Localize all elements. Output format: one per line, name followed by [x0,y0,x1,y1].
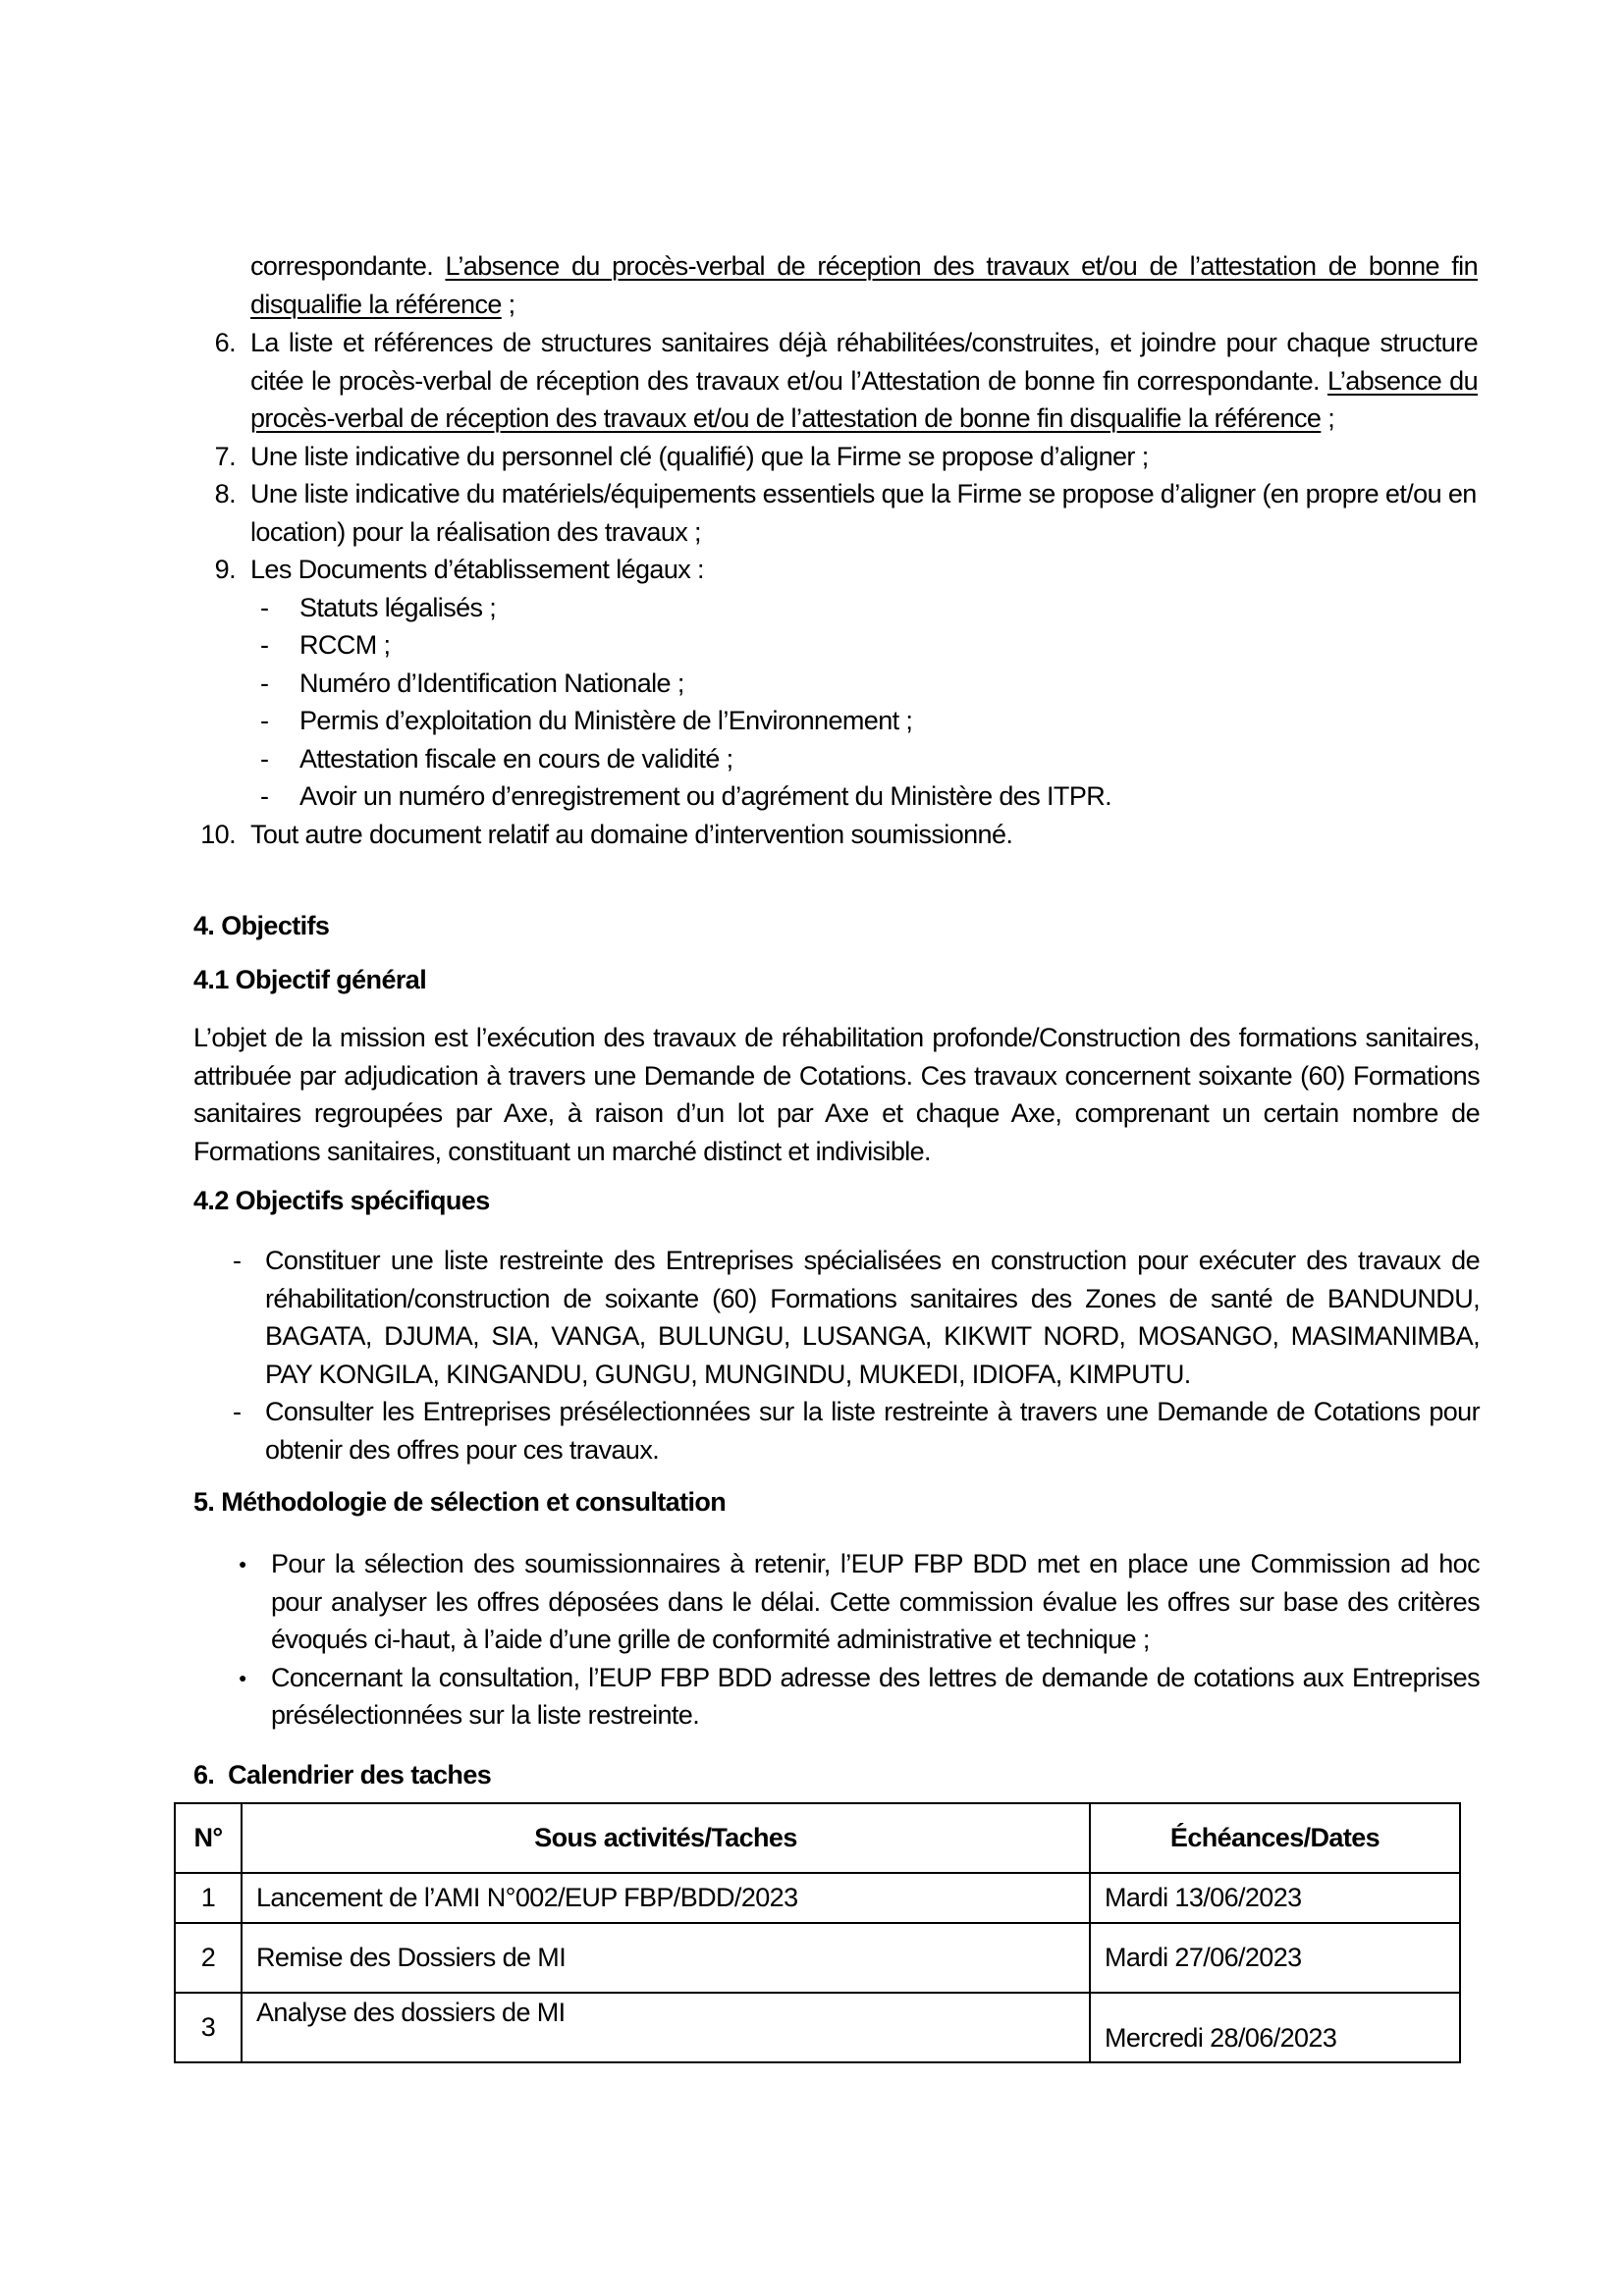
table-row: 2 Remise des Dossiers de MI Mardi 27/06/2023 [175,1923,1460,1993]
list-item-10: 10. Tout autre document relatif au domaine d’intervention soumissionné. [200,819,1013,849]
table-header-row [175,1803,1460,1873]
item-5-continuation: correspondante. L’absence du procès-verbal de réception des travaux et/ou de l’attestation de bonne fin disqualifie la référence ; [250,251,1478,319]
specific-objectives-list [233,1242,1480,1468]
list-item-9: 9. Les Documents d’établissement légaux : [214,555,704,584]
legal-doc-item: - Statuts légalisés ; [260,592,497,622]
legal-doc-item: - Numéro d’Identification Nationale ; [260,667,684,698]
legal-doc-item: - Avoir un numéro d’enregistrement ou d’agrément du Ministère des ITPR. [260,781,1112,811]
methodology-list [239,1545,1480,1735]
disqualification-note: L’absence du procès-verbal de réception des travaux et/ou de l’attestation de bonne fin disqualifie la référence [250,251,1478,319]
section-4-1-heading: 4.1 Objectif général [193,965,427,994]
legal-documents-list [196,589,1478,816]
table-row: 3 Analyse des dossiers de MI Mercredi 28/06/2023 [175,1993,1460,2062]
legal-doc-item: - RCCM ; [260,630,391,660]
header-number: N° [175,1803,242,1873]
specific-objective-item: - Consulter les Entreprises présélectionnées sur la liste restreinte à travers une Demande de Cotations pour obtenir des offres pour ces travaux. [233,1397,1480,1465]
methodology-item: ● Pour la sélection des soumissionnaires à retenir, l’EUP FBP BDD met en place une Commission ad hoc pour analyser les offres déposées dans le délai. Cette commission évalue les offres sur base des critères évoqués ci-haut, à l’aide d’une grille de conformité administrative et technique ; [239,1549,1480,1654]
section-6-heading: 6. Calendrier des taches [193,1760,492,1789]
methodology-item: ● Concernant la consultation, l’EUP FBP BDD adresse des lettres de demande de cotations aux Entreprises présélectionnées sur la liste restreinte. [239,1662,1480,1730]
header-task: Sous activités/Taches [242,1803,1090,1873]
section-4-2-heading: 4.2 Objectifs spécifiques [193,1186,490,1215]
disqualification-note: L’absence du procès-verbal de réception des travaux et/ou de l’attestation de bonne fin disqualifie la référence [250,365,1478,433]
list-item-6: 6. La liste et références de structures sanitaires déjà réhabilitées/construites, et joindre pour chaque structure citée le procès-verbal de réception des travaux et/ou l’Attestation de bonne fin correspondante. L’absence du procès-verbal de réception des travaux et/ou de l’attestation de bonne fin disqualifie la référence ; [214,328,1478,433]
legal-doc-item: - Permis d’exploitation du Ministère de l’Environnement ; [260,706,913,735]
table-row: 1 Lancement de l’AMI N°002/EUP FBP/BDD/2023 Mardi 13/06/2023 [175,1873,1460,1923]
header-date: Échéances/Dates [1090,1803,1460,1873]
list-item-8: 8. Une liste indicative du matériels/équipements essentiels que la Firme se propose d’aligner (en propre et/ou en location) pour la réalisation des travaux ; [214,479,1477,547]
task-schedule-table [174,1802,1461,2063]
specific-objective-item: - Constituer une liste restreinte des Entreprises spécialisées en construction pour exécuter des travaux de réhabilitation/construction de soixante (60) Formations sanitaires des Zones de santé de BANDUNDU, BAGATA, DJUMA, SIA, VANGA, BULUNGU, LUSANGA, KIKWIT NORD, MOSANGO, MASIMANIMBA, PAY KONGILA, KINGANDU, GUNGU, MUNGINDU, MUKEDI, IDIOFA, KIMPUTU. [233,1246,1480,1389]
legal-doc-item: - Attestation fiscale en cours de validité ; [260,743,733,774]
general-objective-text: L’objet de la mission est l’exécution des travaux de réhabilitation profonde/Construction des formations sanitaires, attribuée par adjudication à travers une Demande de Cotations. Ces travaux concernent soixante (60) Formations sanitaires regroupées par Axe, à raison d’un lot par Axe et chaque Axe, comprenant un certain nombre de Formations sanitaires, constituant un marché distinct et indivisible. [193,1023,1480,1166]
numbered-list [196,324,1478,853]
list-item-7: 7. Une liste indicative du personnel clé (qualifié) que la Firme se propose d’aligner ; [214,441,1149,471]
section-5-heading: 5. Méthodologie de sélection et consultation [193,1487,727,1517]
section-4-heading: 4. Objectifs [193,911,330,940]
